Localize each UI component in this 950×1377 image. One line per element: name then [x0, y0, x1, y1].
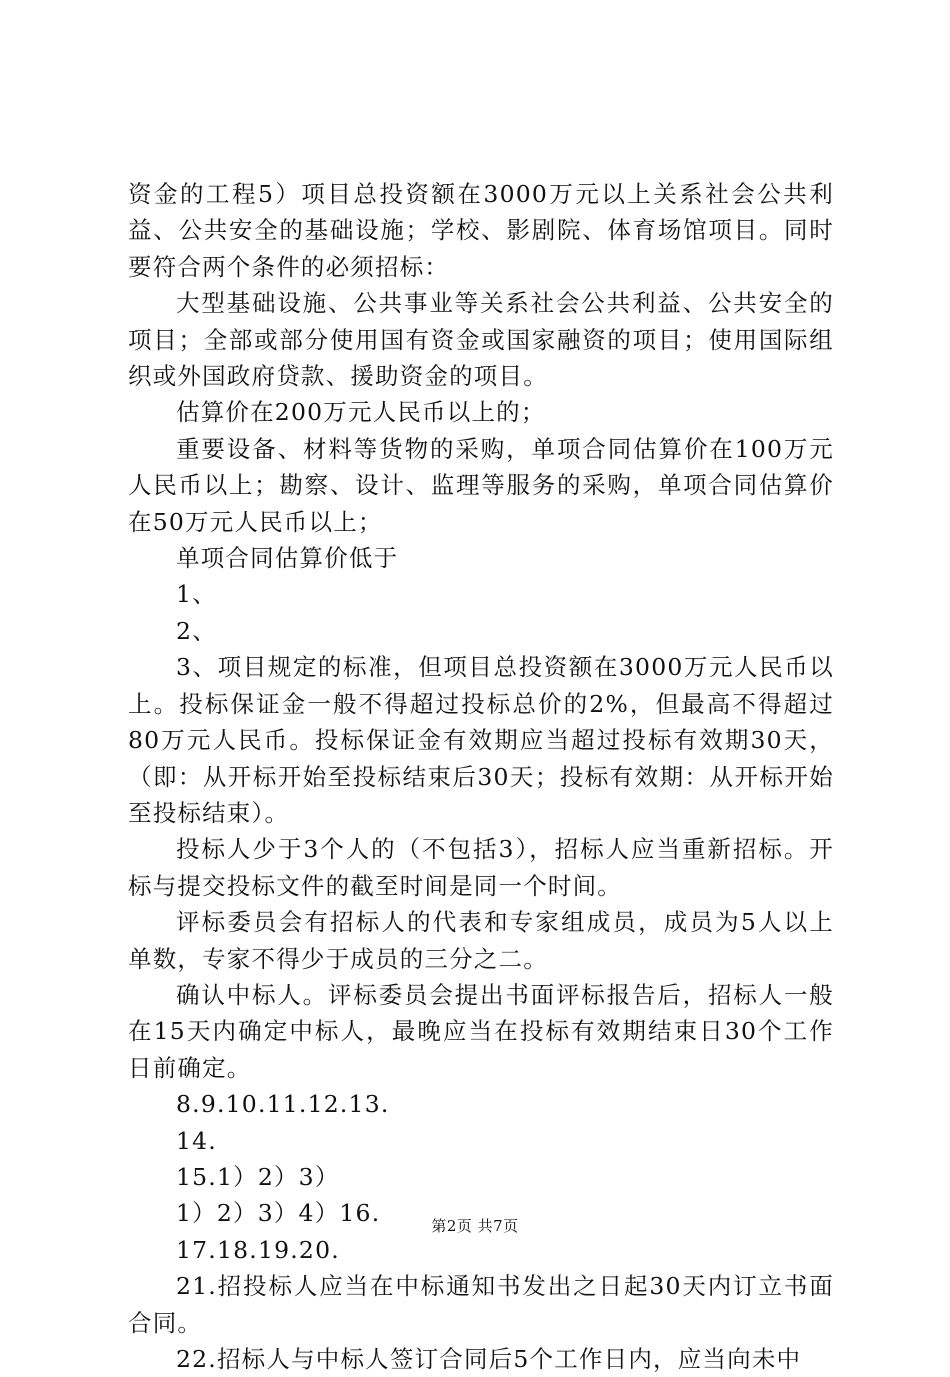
paragraph-15: 1）2）3）4）16. [176, 1199, 381, 1228]
paragraph-7: 2、 [176, 616, 217, 645]
paragraph-12: 8.9.10.11.12.13. [176, 1090, 390, 1119]
paragraph-4: 重要设备、材料等货物的采购，单项合同估算价在100万元人民币以上；勘察、设计、监理等服务的采购，单项合同估算价在50万元人民币以上； [128, 434, 834, 536]
paragraph-1: 资金的工程5）项目总投资额在3000万元以上关系社会公共利益、公共安全的基础设施；学校、影剧院、体育场馆项目。同时要符合两个条件的必须招标： [128, 180, 834, 281]
paragraph-8: 3、项目规定的标准，但项目总投资额在3000万元人民币以上。投标保证金一般不得超过投标总价的2%，但最高不得超过80万元人民币。投标保证金有效期应当超过投标有效期30天，（即：从开标开始至投标结束后30天；投标有效期：从开标开始至投标结束）。 [128, 653, 834, 827]
paragraph-11: 确认中标人。评标委员会提出书面评标报告后，招标人一般在15天内确定中标人，最晚应当在投标有效期结束日30个工作日前确定。 [128, 980, 834, 1082]
paragraph-9: 投标人少于3个人的（不包括3），招标人应当重新招标。开标与提交投标文件的截至时间是同一个时间。 [128, 835, 834, 900]
paragraph-2: 大型基础设施、公共事业等关系社会公共利益、公共安全的项目；全部或部分使用国有资金或国家融资的项目；使用国际组织或外国政府贷款、援助资金的项目。 [128, 289, 834, 391]
paragraph-17: 21.招投标人应当在中标通知书发出之日起30天内订立书面合同。 [128, 1272, 834, 1337]
paragraph-3: 估算价在200万元人民币以上的； [176, 398, 546, 427]
paragraph-5: 单项合同估算价低于 [176, 544, 399, 573]
paragraph-6: 1、 [176, 580, 217, 609]
paragraph-13: 14. [176, 1126, 217, 1155]
document-body [128, 176, 834, 1377]
page-number-footer: 第2页 共7页 [431, 1217, 519, 1235]
paragraph-14: 15.1）2）3） [176, 1162, 340, 1191]
paragraph-18: 22.招标人与中标人签订合同后5个工作日内，应当向未中 [176, 1345, 802, 1373]
paragraph-16: 17.18.19.20. [176, 1235, 340, 1264]
paragraph-10: 评标委员会有招标人的代表和专家组成员，成员为5人以上单数，专家不得少于成员的三分之二。 [128, 908, 834, 973]
